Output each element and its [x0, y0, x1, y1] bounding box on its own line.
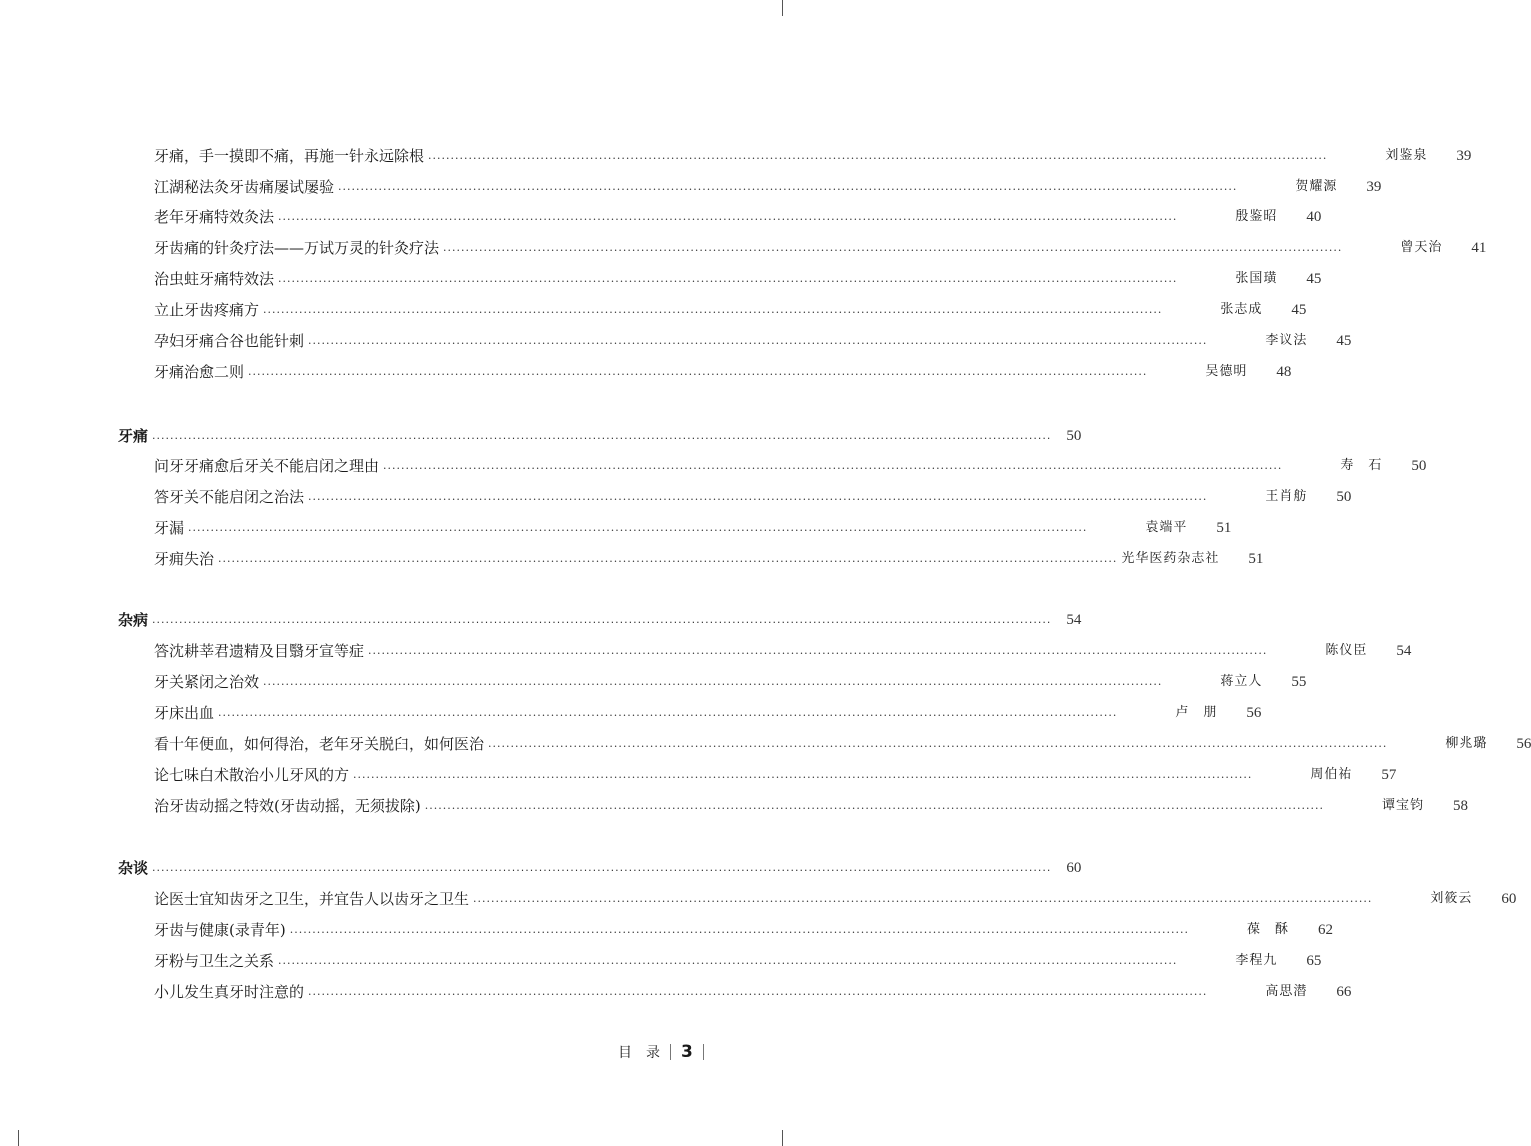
toc-entry-title: 论七味白术散治小儿牙风的方 [154, 766, 350, 784]
toc-entry-author: 蒋立人 [1220, 674, 1263, 689]
toc-entry-page: 62 [1318, 922, 1334, 938]
leader-dots: ········································································································································································································ [424, 802, 1325, 815]
toc-entry-author: 李程九 [1235, 953, 1278, 968]
footer-section-label: 目 录 [618, 1045, 660, 1061]
toc-entry-title: 牙漏 [154, 519, 185, 537]
toc-entry [154, 544, 1264, 574]
toc-entry-title: 牙痛治愈二则 [154, 363, 245, 381]
toc-entry-author: 王肖舫 [1265, 489, 1308, 504]
toc-entry-author: 贺耀源 [1295, 179, 1338, 194]
toc-entry-title: 看十年便血，如何得治，老年牙关脱臼，如何医治 [154, 735, 485, 753]
toc-entry-title: 牙痈失治 [154, 550, 215, 568]
toc-entry-title: 治牙齿动摇之特效(牙齿动摇，无须拔除) [154, 797, 421, 815]
footer-divider-right [703, 1044, 704, 1060]
toc-entry-page: 39 [1456, 148, 1472, 164]
leader-dots: ········································································································································································································ [368, 647, 1268, 660]
toc-entry [154, 202, 1322, 232]
leader-dots: ········································································································································································································ [263, 678, 1163, 691]
leader-dots: ········································································································································································································ [338, 183, 1238, 196]
toc-entry [154, 513, 1232, 543]
toc-entry [154, 636, 1412, 666]
leader-dots: ········································································································································································································ [428, 152, 1328, 165]
toc-entry [154, 357, 1292, 387]
toc-entry-page: 41 [1471, 240, 1487, 256]
toc-entry-page: 45 [1306, 271, 1322, 287]
toc-entry-author: 曾天治 [1400, 240, 1443, 255]
toc-entry-page: 51 [1216, 520, 1232, 536]
toc-entry [154, 977, 1352, 1007]
toc-entry-title: 牙关紧闭之治效 [154, 673, 260, 691]
toc-entry-page: 65 [1306, 953, 1322, 969]
toc-entry [154, 326, 1352, 356]
crop-mark-top [782, 0, 783, 16]
toc-entry [154, 884, 1517, 914]
toc-entry-page: 45 [1336, 333, 1352, 349]
toc-entry-author: 谭宝钧 [1382, 798, 1425, 813]
toc-entry-author: 光华医药杂志社 [1121, 551, 1220, 566]
toc-entry-title: 答牙关不能启闭之治法 [154, 488, 305, 506]
toc-entry [154, 482, 1352, 512]
toc-entry-page: 54 [1396, 643, 1412, 659]
leader-dots: ········································································································································································································ [152, 432, 1052, 445]
leader-dots: ········································································································································································································ [152, 616, 1052, 629]
leader-dots: ········································································································································································································ [308, 493, 1208, 506]
toc-entry-page: 56 [1246, 705, 1262, 721]
leader-dots: ········································································································································································································ [152, 864, 1052, 877]
toc-entry-page: 50 [1336, 489, 1352, 505]
toc-entry [154, 667, 1307, 697]
toc-section-heading [118, 605, 1082, 635]
toc-entry-author: 卢 朋 [1175, 705, 1218, 720]
leader-dots: ········································································································································································································ [263, 306, 1163, 319]
toc-entry [154, 946, 1322, 976]
toc-entry-title: 牙齿痛的针灸疗法——万试万灵的针灸疗法 [154, 239, 440, 257]
leader-dots: ········································································································································································································ [383, 462, 1283, 475]
toc-entry-page: 45 [1291, 302, 1307, 318]
toc-entry-title: 牙痛 [118, 427, 149, 445]
toc-entry [154, 791, 1469, 821]
toc-entry-title: 杂病 [118, 611, 149, 629]
toc-entry [154, 915, 1334, 945]
toc-entry [154, 698, 1262, 728]
footer-page-number: 3 [681, 1042, 693, 1062]
toc-entry-page: 66 [1336, 984, 1352, 1000]
toc-entry-page: 55 [1291, 674, 1307, 690]
toc-entry-page: 56 [1516, 736, 1531, 752]
leader-dots: ········································································································································································································ [308, 988, 1208, 1001]
toc-entry-title: 小儿发生真牙时注意的 [154, 983, 305, 1001]
crop-mark-bottom-right [782, 1130, 783, 1146]
toc-entry-author: 周伯祐 [1310, 767, 1353, 782]
toc-entry [154, 760, 1397, 790]
leader-dots: ········································································································································································································ [218, 555, 1118, 568]
toc-entry-author: 张国璜 [1235, 271, 1278, 286]
toc-entry-page: 39 [1366, 179, 1382, 195]
toc-entry-page: 58 [1453, 798, 1469, 814]
footer-divider [670, 1044, 671, 1060]
crop-mark-bottom-left [18, 1130, 19, 1146]
toc-entry-page: 50 [1411, 458, 1427, 474]
leader-dots: ········································································································································································································ [308, 337, 1208, 350]
page-footer [618, 1040, 714, 1064]
leader-dots: ········································································································································································································ [278, 213, 1178, 226]
toc-entry [154, 172, 1382, 202]
toc-entry-author: 袁端平 [1145, 520, 1188, 535]
toc-entry-author: 张志成 [1220, 302, 1263, 317]
toc-entry-author: 刘筱云 [1430, 891, 1473, 906]
toc-entry-page: 57 [1381, 767, 1397, 783]
toc-entry-title: 孕妇牙痛合谷也能针刺 [154, 332, 305, 350]
leader-dots: ········································································································································································································ [488, 740, 1388, 753]
toc-entry [154, 729, 1531, 759]
toc-entry-page: 54 [1066, 612, 1082, 628]
leader-dots: ········································································································································································································ [188, 524, 1088, 537]
toc-entry-title: 杂谈 [118, 859, 149, 877]
toc-entry-author: 陈仪臣 [1325, 643, 1368, 658]
toc-entry-author: 殷鉴昭 [1235, 209, 1278, 224]
toc-entry-title: 问牙牙痛愈后牙关不能启闭之理由 [154, 457, 380, 475]
toc-entry-author: 葆 酥 [1247, 922, 1290, 937]
toc-entry [154, 295, 1307, 325]
leader-dots: ········································································································································································································ [473, 895, 1373, 908]
toc-entry-title: 立止牙齿疼痛方 [154, 301, 260, 319]
toc-entry-title: 答沈耕莘君遗精及目翳牙宣等症 [154, 642, 365, 660]
leader-dots: ········································································································································································································ [443, 244, 1343, 257]
toc-entry-page: 40 [1306, 209, 1322, 225]
toc-entry-author: 寿 石 [1340, 458, 1383, 473]
toc-entry-author: 李议法 [1265, 333, 1308, 348]
toc-entry-page: 60 [1066, 860, 1082, 876]
toc-entry-page: 50 [1066, 428, 1082, 444]
toc-entry [154, 141, 1472, 171]
toc-entry-title: 牙粉与卫生之关系 [154, 952, 275, 970]
toc-entry-title: 牙痛，手一摸即不痛，再施一针永远除根 [154, 147, 425, 165]
toc-entry-page: 51 [1248, 551, 1264, 567]
toc-entry-title: 江湖秘法灸牙齿痛屡试屡验 [154, 178, 335, 196]
toc-entry-author: 吴德明 [1205, 364, 1248, 379]
toc-entry-author: 高思潜 [1265, 984, 1308, 999]
toc-entry-page: 60 [1501, 891, 1517, 907]
toc-entry [154, 233, 1487, 263]
leader-dots: ········································································································································································································ [278, 275, 1178, 288]
leader-dots: ········································································································································································································ [289, 926, 1190, 939]
leader-dots: ········································································································································································································ [218, 709, 1118, 722]
toc-section-heading [118, 853, 1082, 883]
toc-entry-author: 刘鉴泉 [1385, 148, 1428, 163]
toc-entry-page: 48 [1276, 364, 1292, 380]
leader-dots: ········································································································································································································ [353, 771, 1253, 784]
toc-entry-title: 老年牙痛特效灸法 [154, 208, 275, 226]
leader-dots: ········································································································································································································ [278, 957, 1178, 970]
toc-entry [154, 451, 1427, 481]
leader-dots: ········································································································································································································ [248, 368, 1148, 381]
toc-entry [154, 264, 1322, 294]
toc-entry-title: 牙床出血 [154, 704, 215, 722]
toc-entry-title: 牙齿与健康(录青年) [154, 921, 286, 939]
toc-entry-title: 论医士宜知齿牙之卫生，并宜告人以齿牙之卫生 [154, 890, 470, 908]
toc-section-heading [118, 421, 1082, 451]
toc-entry-author: 柳兆璐 [1445, 736, 1488, 751]
toc-entry-title: 治虫蛀牙痛特效法 [154, 270, 275, 288]
